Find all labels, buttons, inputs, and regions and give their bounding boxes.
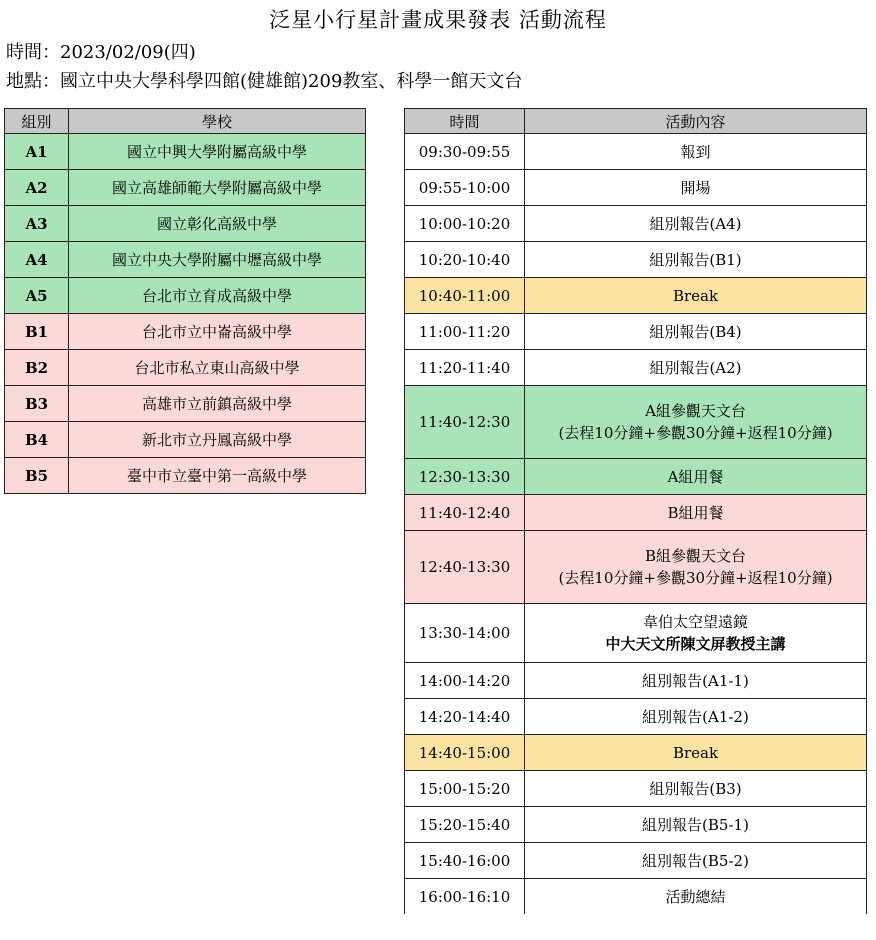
time-slot: 11:20-11:40 (405, 350, 525, 386)
group-table (4, 108, 366, 494)
time-slot: 10:40-11:00 (405, 278, 525, 314)
column-header-group: 組別 (5, 109, 69, 134)
activity: 組別報告(A2) (525, 350, 867, 386)
table-row (405, 531, 867, 604)
time-slot: 11:00-11:20 (405, 314, 525, 350)
activity: 組別報告(B5-1) (525, 807, 867, 843)
table-row (5, 242, 366, 278)
activity-line: 韋伯太空望遠鏡 (642, 613, 748, 631)
page-title: 泛星小行星計畫成果發表 活動流程 (269, 8, 607, 32)
table-row (405, 242, 867, 278)
school-name: 國立中央大學附屬中壢高級中學 (69, 242, 366, 278)
table-row (5, 206, 366, 242)
table-row (5, 134, 366, 170)
table-row (405, 843, 867, 879)
table-header-row (405, 109, 867, 134)
table-row (405, 699, 867, 735)
table-row (5, 350, 366, 386)
activity: 組別報告(B1) (525, 242, 867, 278)
time-slot: 10:00-10:20 (405, 206, 525, 242)
time-slot: 11:40-12:30 (405, 386, 525, 459)
activity: 活動總結 (525, 879, 867, 915)
column-header-time: 時間 (405, 109, 525, 134)
activity (525, 604, 867, 663)
table-row (405, 278, 867, 314)
time-slot: 09:30-09:55 (405, 134, 525, 170)
table-row (5, 458, 366, 494)
table-row (5, 278, 366, 314)
group-id: A3 (5, 206, 69, 242)
activity: B組用餐 (525, 495, 867, 531)
time-slot: 09:55-10:00 (405, 170, 525, 206)
table-row (405, 314, 867, 350)
school-name: 台北市立中崙高級中學 (69, 314, 366, 350)
table-row (405, 604, 867, 663)
activity: 組別報告(A1-2) (525, 699, 867, 735)
activity: 報到 (525, 134, 867, 170)
table-row (5, 314, 366, 350)
activity: Break (525, 735, 867, 771)
activity: 組別報告(A1-1) (525, 663, 867, 699)
time-slot: 11:40-12:40 (405, 495, 525, 531)
table-row (405, 663, 867, 699)
table-row (5, 422, 366, 458)
time-slot: 15:40-16:00 (405, 843, 525, 879)
table-row (405, 879, 867, 915)
table-row (405, 350, 867, 386)
activity-line: A組參觀天文台 (645, 402, 746, 420)
time-slot: 14:20-14:40 (405, 699, 525, 735)
time-slot: 12:30-13:30 (405, 459, 525, 495)
column-header-activity: 活動內容 (525, 109, 867, 134)
activity: Break (525, 278, 867, 314)
time-slot: 16:00-16:10 (405, 879, 525, 915)
time-slot: 14:40-15:00 (405, 735, 525, 771)
activity: 組別報告(B4) (525, 314, 867, 350)
time-slot: 14:00-14:20 (405, 663, 525, 699)
activity-detail: (去程10分鐘+參觀30分鐘+返程10分鐘) (558, 424, 833, 442)
school-name: 高雄市立前鎮高級中學 (69, 386, 366, 422)
group-id: B1 (5, 314, 69, 350)
activity (525, 531, 867, 604)
group-id: A2 (5, 170, 69, 206)
table-row (405, 134, 867, 170)
school-name: 臺中市立臺中第一高級中學 (69, 458, 366, 494)
school-name: 新北市立丹鳳高級中學 (69, 422, 366, 458)
table-row (405, 807, 867, 843)
time-slot: 12:40-13:30 (405, 531, 525, 604)
table-header-row (5, 109, 366, 134)
activity: A組用餐 (525, 459, 867, 495)
activity: 開場 (525, 170, 867, 206)
group-id: B4 (5, 422, 69, 458)
table-row (5, 386, 366, 422)
group-id: B2 (5, 350, 69, 386)
activity-line: B組參觀天文台 (644, 547, 747, 565)
table-row (405, 170, 867, 206)
group-id: B5 (5, 458, 69, 494)
group-id: A5 (5, 278, 69, 314)
event-date: 時間：2023/02/09(四) (6, 42, 196, 63)
speaker-line: 中大天文所陳文屏教授主講 (605, 635, 786, 653)
time-slot: 15:00-15:20 (405, 771, 525, 807)
column-header-school: 學校 (69, 109, 366, 134)
school-name: 國立高雄師範大學附屬高級中學 (69, 170, 366, 206)
schedule-table (404, 108, 867, 914)
school-name: 台北市立育成高級中學 (69, 278, 366, 314)
table-row (405, 495, 867, 531)
activity: 組別報告(A4) (525, 206, 867, 242)
school-name: 國立中興大學附屬高級中學 (69, 134, 366, 170)
activity: 組別報告(B3) (525, 771, 867, 807)
school-name: 台北市私立東山高級中學 (69, 350, 366, 386)
table-row (5, 170, 366, 206)
time-slot: 10:20-10:40 (405, 242, 525, 278)
time-slot: 15:20-15:40 (405, 807, 525, 843)
activity: 組別報告(B5-2) (525, 843, 867, 879)
table-row (405, 771, 867, 807)
time-slot: 13:30-14:00 (405, 604, 525, 663)
table-row (405, 386, 867, 459)
school-name: 國立彰化高級中學 (69, 206, 366, 242)
group-id: A1 (5, 134, 69, 170)
group-id: A4 (5, 242, 69, 278)
table-row (405, 459, 867, 495)
activity-detail: (去程10分鐘+參觀30分鐘+返程10分鐘) (558, 569, 833, 587)
group-id: B3 (5, 386, 69, 422)
event-location: 地點：國立中央大學科學四館(健雄館)209教室、科學一館天文台 (6, 71, 523, 92)
activity (525, 386, 867, 459)
table-row (405, 206, 867, 242)
table-row (405, 735, 867, 771)
